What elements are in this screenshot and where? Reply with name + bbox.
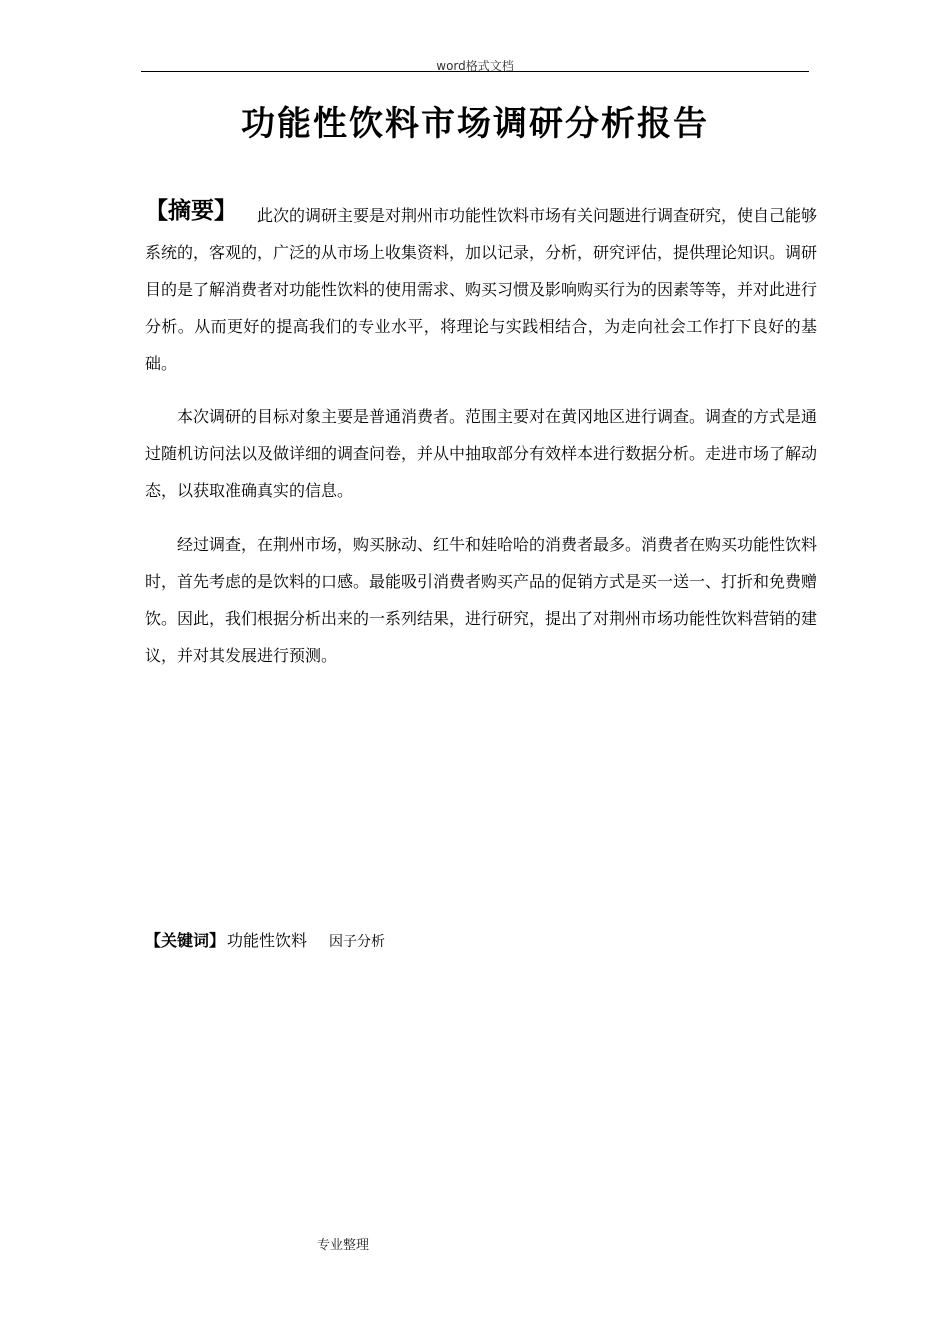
abstract-label: 【摘要】 (145, 198, 237, 224)
abstract-paragraph-2: 本次调研的目标对象主要是普通消费者。范围主要对在黄冈地区进行调查。调查的方式是通过随机访问法以及做详细的调查问卷，并从中抽取部分有效样本进行数据分析。走进市场了解动态，以获取准确真实的信息。 (145, 407, 818, 500)
abstract-paragraph-3: 经过调查，在荆州市场，购买脉动、红牛和娃哈哈的消费者最多。消费者在购买功能性饮料时，首先考虑的是饮料的口感。最能吸引消费者购买产品的促销方式是买一送一、打折和免费赠饮。因此，我们根据分析出来的一系列结果，进行研究，提出了对荆州市场功能性饮料营销的建议，并对其发展进行预测。 (145, 535, 818, 665)
keyword-1: 功能性饮料 (227, 931, 308, 950)
page-header: word格式文档 (436, 59, 514, 73)
abstract-paragraph-1-text: 此次的调研主要是对荆州市功能性饮料市场有关问题进行调查研究，使自己能够系统的，客观的，广泛的从市场上收集资料，加以记录，分析，研究评估，提供理论知识。调研目的是了解消费者对功能性饮料的使用需求、购买习惯及影响购买行为的因素等等，并对此进行分析。从而更好的提高我们的专业水平，将理论与实践相结合，为走向社会工作打下良好的基础。 (145, 206, 818, 373)
keywords-label: 【关键词】 (145, 931, 226, 950)
document-title: 功能性饮料市场调研分析报告 (241, 104, 709, 144)
abstract-paragraph-1 (145, 196, 817, 382)
keywords-line (145, 928, 385, 951)
header-divider (141, 71, 809, 72)
keyword-2: 因子分析 (329, 934, 386, 950)
page-footer: 专业整理 (317, 1238, 370, 1253)
